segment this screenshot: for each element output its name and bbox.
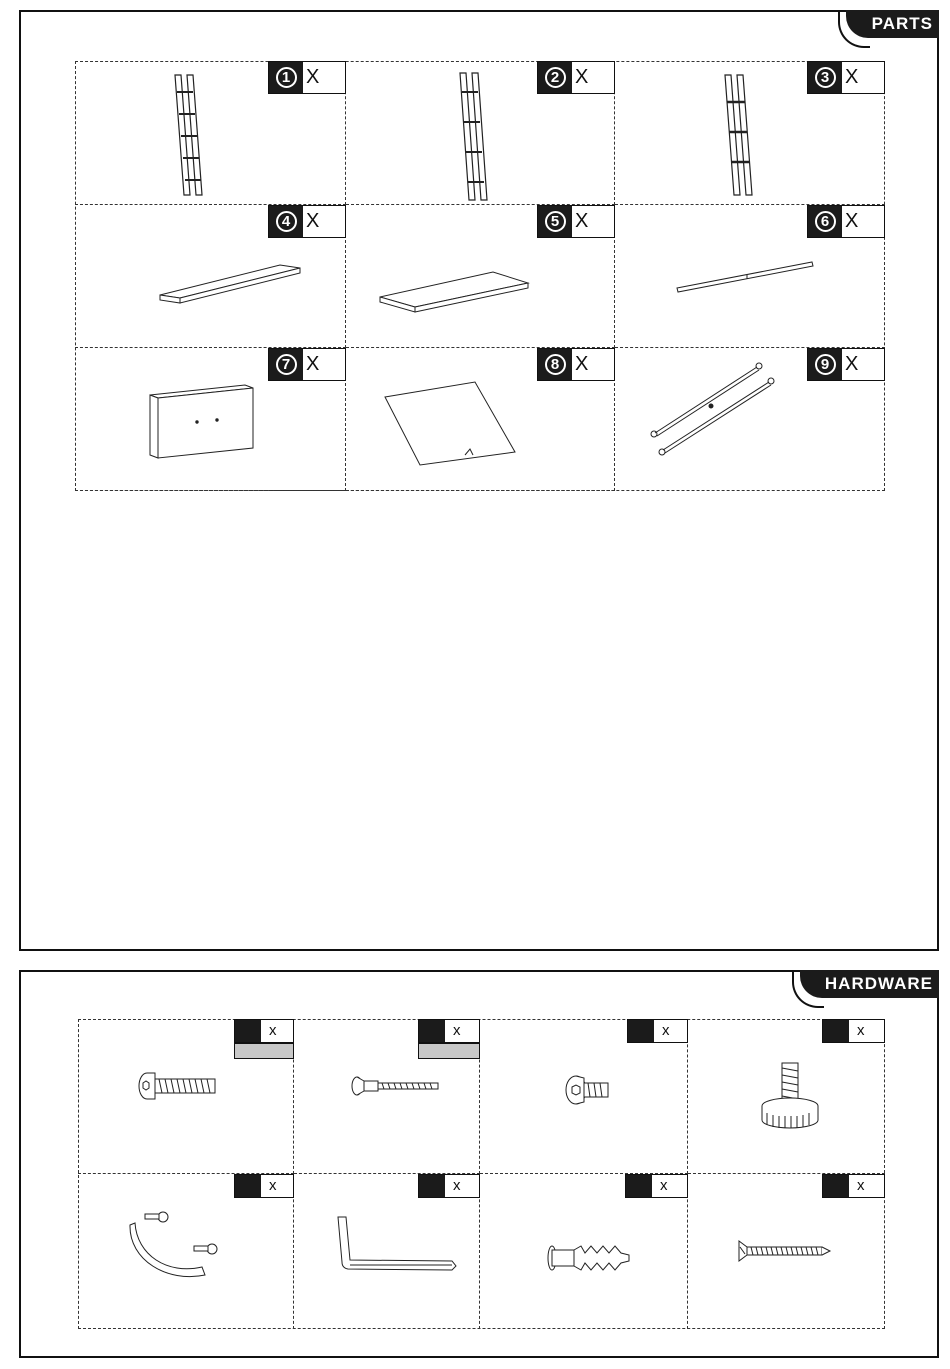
foam-block-icon [145,380,260,462]
part-qty-label: X [306,66,320,88]
short-hex-screw-icon [562,1070,612,1110]
hardware-qty-label: x [857,1177,865,1194]
long-connector-bolt-icon [350,1072,445,1100]
part-number: 2 [545,67,566,88]
part-number: 9 [815,354,836,375]
hardware-section-title: HARDWARE [800,970,939,998]
wide-shelf-board-icon [375,265,535,315]
metal-bar-icon [672,258,817,298]
back-panel-sheet-icon [380,377,520,467]
hardware-code-box [418,1043,480,1059]
part-badge-5 [537,205,615,238]
ladder-frame-icon [445,70,495,205]
part-badge-3 [807,61,885,94]
part-number: 7 [276,354,297,375]
hardware-badge-1 [234,1019,294,1043]
wall-anchor-icon [545,1243,635,1273]
part-badge-8 [537,348,615,381]
part-number: 5 [545,211,566,232]
leveling-foot-icon [755,1058,825,1133]
part-badge-7 [268,348,346,381]
handle-with-screws-icon [127,1205,222,1280]
part-qty-label: X [845,66,859,88]
hardware-badge-7 [625,1174,688,1198]
ladder-frame-icon [160,70,210,200]
cross-brace-wires-icon [645,355,785,460]
part-qty-label: X [575,66,589,88]
parts-section-title: PARTS [846,10,939,38]
wood-screw-icon [735,1237,835,1265]
part-qty-label: X [306,210,320,232]
part-badge-2 [537,61,615,94]
narrow-shelf-board-icon [155,260,305,305]
part-qty-label: X [575,353,589,375]
part-badge-6 [807,205,885,238]
hardware-badge-4 [822,1019,885,1043]
hex-bolt-icon [135,1068,220,1104]
part-badge-1 [268,61,346,94]
hardware-badge-2 [418,1019,480,1043]
hardware-badge-3 [627,1019,688,1043]
hardware-qty-label: x [660,1177,668,1194]
part-qty-label: X [306,353,320,375]
ladder-frame-icon [710,70,760,200]
hardware-badge-5 [234,1174,294,1198]
part-badge-9 [807,348,885,381]
hardware-qty-label: x [269,1177,277,1194]
part-qty-label: X [575,210,589,232]
part-number: 1 [276,67,297,88]
part-badge-4 [268,205,346,238]
part-qty-label: X [845,210,859,232]
hardware-qty-label: x [453,1177,461,1194]
hardware-badge-6 [418,1174,480,1198]
hardware-qty-label: x [269,1022,277,1039]
part-number: 8 [545,354,566,375]
hardware-qty-label: x [453,1022,461,1039]
part-qty-label: X [845,353,859,375]
allen-key-icon [332,1212,462,1274]
part-number: 6 [815,211,836,232]
hardware-qty-label: x [857,1022,865,1039]
part-number: 4 [276,211,297,232]
hardware-badge-8 [822,1174,885,1198]
hardware-code-box [234,1043,294,1059]
hardware-qty-label: x [662,1022,670,1039]
part-number: 3 [815,67,836,88]
